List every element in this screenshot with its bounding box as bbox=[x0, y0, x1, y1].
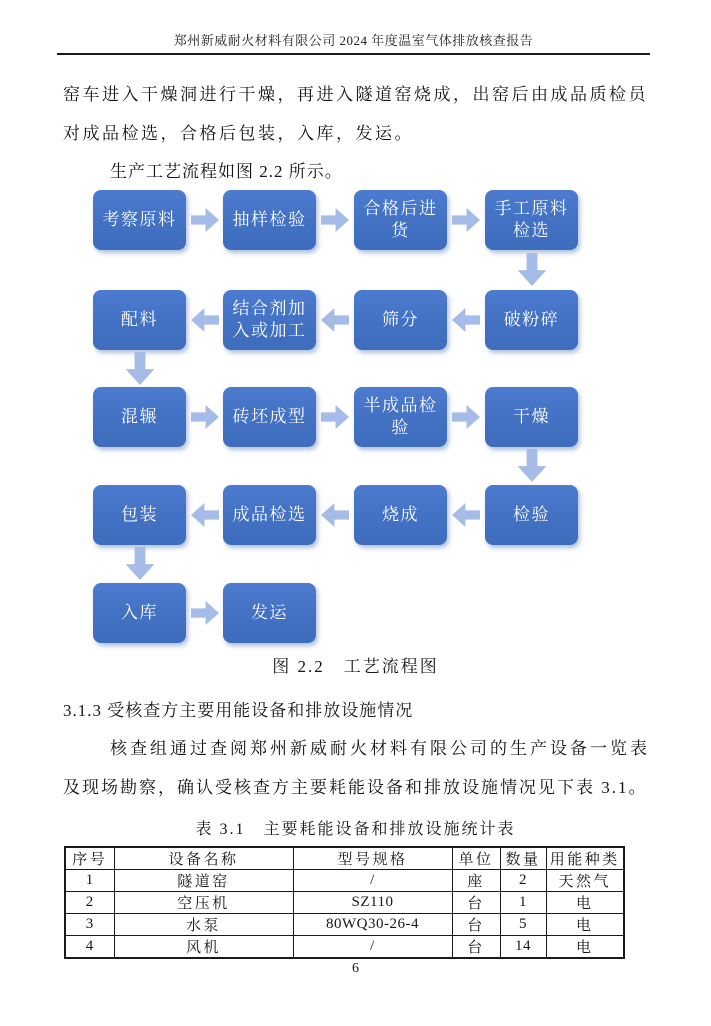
arrow-left-icon bbox=[452, 307, 480, 333]
cell-unit: 台 bbox=[452, 892, 500, 914]
arrow-right-icon bbox=[321, 404, 349, 430]
cell-name: 风机 bbox=[114, 936, 293, 959]
cell-name: 隧道窑 bbox=[114, 870, 293, 892]
table-header-row bbox=[65, 847, 624, 870]
flow-step-shipping: 发运 bbox=[223, 583, 316, 643]
table-row bbox=[65, 892, 624, 914]
arrow-right-icon bbox=[191, 404, 219, 430]
flow-step-manual-select: 手工原料检选 bbox=[485, 190, 578, 250]
arrow-down-icon bbox=[125, 352, 155, 385]
col-header-unit: 单位 bbox=[452, 847, 500, 870]
cell-index: 3 bbox=[65, 914, 114, 936]
flow-step-inspect-raw: 考察原料 bbox=[93, 190, 186, 250]
cell-model: 80WQ30-26-4 bbox=[293, 914, 452, 936]
cell-index: 1 bbox=[65, 870, 114, 892]
page-header bbox=[57, 24, 650, 55]
flow-step-final-select: 成品检选 bbox=[223, 485, 316, 545]
cell-model: SZ110 bbox=[293, 892, 452, 914]
cell-qty: 14 bbox=[500, 936, 546, 959]
header-title: 郑州新威耐火材料有限公司 2024 年度温室气体排放核查报告 bbox=[173, 33, 534, 48]
body-paragraph-line: 生产工艺流程如图 2.2 所示。 bbox=[110, 162, 343, 181]
page-number: 6 bbox=[352, 961, 359, 976]
body-paragraph-line: 对成品检选，合格后包装，入库，发运。 bbox=[63, 124, 414, 143]
arrow-left-icon bbox=[191, 502, 219, 528]
col-header-energy: 用能种类 bbox=[546, 847, 624, 870]
arrow-right-icon bbox=[191, 600, 219, 626]
arrow-left-icon bbox=[191, 307, 219, 333]
flow-step-drying: 干燥 bbox=[485, 387, 578, 447]
cell-index: 4 bbox=[65, 936, 114, 959]
arrow-down-icon bbox=[125, 547, 155, 580]
table-title: 表 3.1 主要耗能设备和排放设施统计表 bbox=[195, 821, 516, 838]
arrow-down-icon bbox=[517, 253, 547, 286]
cell-name: 水泵 bbox=[114, 914, 293, 936]
cell-qty: 2 bbox=[500, 870, 546, 892]
cell-model: / bbox=[293, 936, 452, 959]
cell-index: 2 bbox=[65, 892, 114, 914]
flow-step-sampling: 抽样检验 bbox=[223, 190, 316, 250]
table-row bbox=[65, 914, 624, 936]
cell-unit: 台 bbox=[452, 914, 500, 936]
flow-step-packing: 包装 bbox=[93, 485, 186, 545]
flow-step-sieving: 筛分 bbox=[354, 290, 447, 350]
body-paragraph-line: 核查组通过查阅郑州新威耐火材料有限公司的生产设备一览表 bbox=[110, 739, 650, 758]
cell-qty: 1 bbox=[500, 892, 546, 914]
process-flowchart bbox=[93, 190, 578, 643]
col-header-index: 序号 bbox=[65, 847, 114, 870]
arrow-right-icon bbox=[452, 207, 480, 233]
cell-energy: 电 bbox=[546, 892, 624, 914]
arrow-right-icon bbox=[452, 404, 480, 430]
arrow-right-icon bbox=[191, 207, 219, 233]
table-row bbox=[65, 936, 624, 959]
flow-step-binder: 结合剂加入或加工 bbox=[223, 290, 316, 350]
flow-step-warehousing: 入库 bbox=[93, 583, 186, 643]
arrow-left-icon bbox=[452, 502, 480, 528]
figure-caption: 图 2.2 工艺流程图 bbox=[272, 657, 439, 676]
cell-unit: 座 bbox=[452, 870, 500, 892]
col-header-model: 型号规格 bbox=[293, 847, 452, 870]
cell-name: 空压机 bbox=[114, 892, 293, 914]
flow-step-mixing: 混辗 bbox=[93, 387, 186, 447]
section-heading: 3.1.3 受核查方主要用能设备和排放设施情况 bbox=[63, 701, 414, 720]
flow-step-forming: 砖坯成型 bbox=[223, 387, 316, 447]
equipment-table bbox=[64, 846, 625, 959]
flow-step-purchase: 合格后进货 bbox=[354, 190, 447, 250]
flow-step-semi-inspect: 半成品检验 bbox=[354, 387, 447, 447]
cell-energy: 电 bbox=[546, 936, 624, 959]
body-paragraph-line: 窑车进入干燥洞进行干燥，再进入隧道窑烧成，出窑后由成品质检员 bbox=[63, 85, 648, 104]
arrow-left-icon bbox=[321, 307, 349, 333]
table-row bbox=[65, 870, 624, 892]
cell-qty: 5 bbox=[500, 914, 546, 936]
cell-energy: 电 bbox=[546, 914, 624, 936]
cell-unit: 台 bbox=[452, 936, 500, 959]
flow-step-inspection: 检验 bbox=[485, 485, 578, 545]
arrow-left-icon bbox=[321, 502, 349, 528]
cell-model: / bbox=[293, 870, 452, 892]
arrow-down-icon bbox=[517, 449, 547, 482]
flow-step-batching: 配料 bbox=[93, 290, 186, 350]
col-header-name: 设备名称 bbox=[114, 847, 293, 870]
arrow-right-icon bbox=[321, 207, 349, 233]
body-paragraph-line: 及现场勘察，确认受核查方主要耗能设备和排放设施情况见下表 3.1。 bbox=[63, 778, 648, 797]
flow-step-crushing: 破粉碎 bbox=[485, 290, 578, 350]
flow-step-firing: 烧成 bbox=[354, 485, 447, 545]
col-header-qty: 数量 bbox=[500, 847, 546, 870]
cell-energy: 天然气 bbox=[546, 870, 624, 892]
